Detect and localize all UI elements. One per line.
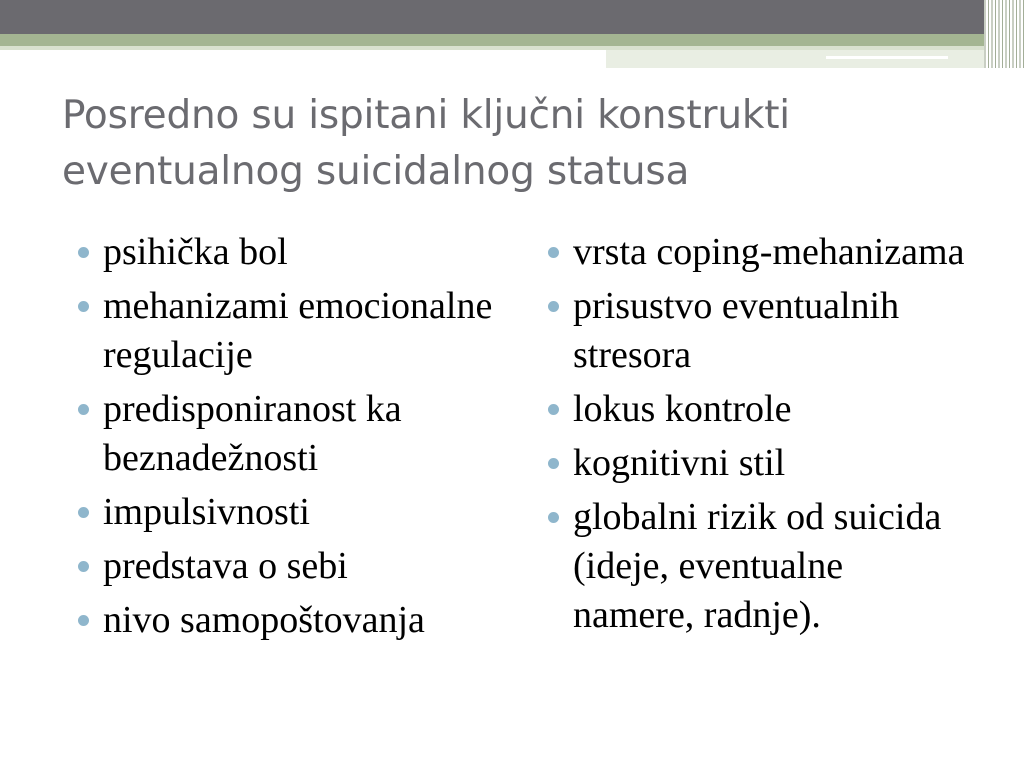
header-stripes-decoration <box>984 0 1024 68</box>
slide-title-line-2: eventualnog suicidalnog statusa <box>62 149 690 194</box>
slide-title-line-1: Posredno su ispitani ključni konstrukti <box>62 93 790 138</box>
list-item-text: kognitivni stil <box>573 442 786 484</box>
list-item <box>548 385 968 434</box>
bullet-icon <box>548 247 559 258</box>
list-item-text: predisponiranost ka beznadežnosti <box>103 388 402 479</box>
list-item-text: mehanizami emocionalne regulacije <box>103 285 493 376</box>
bullet-icon <box>78 615 89 626</box>
bullet-icon <box>548 301 559 312</box>
bullet-list-left <box>78 228 518 650</box>
bullet-icon <box>548 512 559 523</box>
list-item <box>548 439 968 488</box>
header-band-step-line <box>826 56 948 59</box>
list-item-text: prisustvo eventualnih stresora <box>573 285 900 376</box>
list-item <box>548 282 968 380</box>
header-band-green <box>0 34 1024 46</box>
list-item-text: psihička bol <box>103 231 288 273</box>
bullet-list-right <box>548 228 968 645</box>
bullet-icon <box>78 507 89 518</box>
list-item <box>548 228 968 277</box>
list-item <box>78 282 518 380</box>
list-item <box>78 542 518 591</box>
bullet-icon <box>548 404 559 415</box>
list-item-text: nivo samopoštovanja <box>103 599 425 641</box>
bullet-icon <box>78 301 89 312</box>
list-item-text: predstava o sebi <box>103 545 348 587</box>
list-item <box>78 488 518 537</box>
bullet-icon <box>78 247 89 258</box>
list-item <box>548 493 968 640</box>
list-item-text: impulsivnosti <box>103 491 310 533</box>
bullet-icon <box>78 561 89 572</box>
list-item <box>78 385 518 483</box>
list-item <box>78 596 518 645</box>
bullet-icon <box>548 458 559 469</box>
slide-title <box>62 88 982 200</box>
list-item-text: globalni rizik od suicida (ideje, eventualne namere, radnje). <box>573 496 942 636</box>
bullet-icon <box>78 404 89 415</box>
list-item-text: vrsta coping-mehanizama <box>573 231 965 273</box>
header-band-step <box>606 50 1024 68</box>
list-item <box>78 228 518 277</box>
list-item-text: lokus kontrole <box>573 388 792 430</box>
header-band-dark <box>0 0 1024 34</box>
